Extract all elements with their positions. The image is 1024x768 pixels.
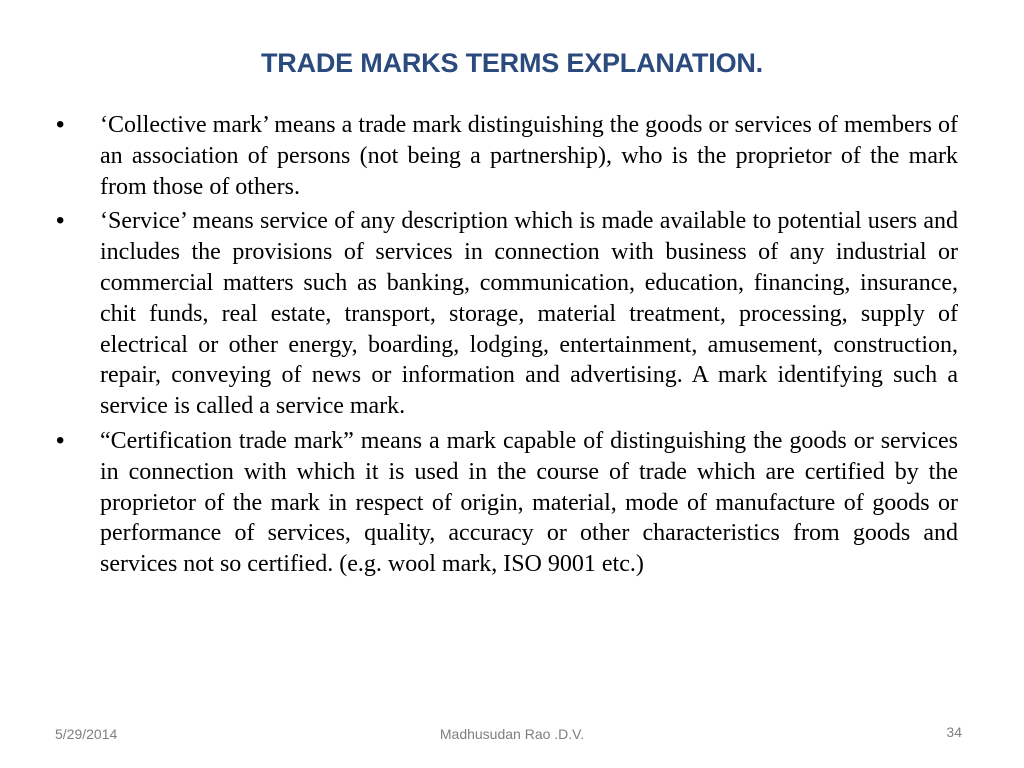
bullet-text-collective-mark: ‘Collective mark’ means a trade mark distinguishing the goods or services of members of an association of persons (not being a partnership), who is the proprietor of the mark from those of others. (100, 112, 958, 200)
bullet-icon: • (56, 207, 65, 235)
bullet-icon: • (56, 111, 65, 138)
bullet-icon: • (56, 426, 65, 454)
bullet-text-service: ‘Service’ means service of any description which is made available to potential users and includes the provisions of services in connection with business of any industrial or commercial matters such as banking, communication, education, financing, insurance, chit funds, real estate, transport, storage, material treatment, processing, supply of electrical or other energy, boarding, lodging, entertainment, amusement, construction, repair, conveying of news or information and advertising. A mark identifying such a service is called a service mark. (100, 208, 958, 420)
footer-author: Madhusudan Rao .D.V. (439, 726, 585, 742)
bullet-item-certification-trade-mark (54, 426, 958, 580)
bullet-list (54, 110, 958, 584)
bullet-item-service (54, 206, 958, 422)
footer-date: 5/29/2014 (55, 726, 118, 742)
slide-title: TRADE MARKS TERMS EXPLANATION. (260, 48, 763, 78)
bullet-item-collective-mark (54, 110, 958, 202)
bullet-text-certification-trade-mark: “Certification trade mark” means a mark capable of distinguishing the goods or services in connection with which it is used in the course of trade which are certified by the proprietor of the mark in respect of origin, material, mode of manufacture of goods or performance of services, quality, accuracy or other characteristics from goods and services not so certified. (e.g. wool mark, ISO 9001 etc.) (100, 427, 958, 578)
footer-page-number: 34 (946, 724, 962, 740)
